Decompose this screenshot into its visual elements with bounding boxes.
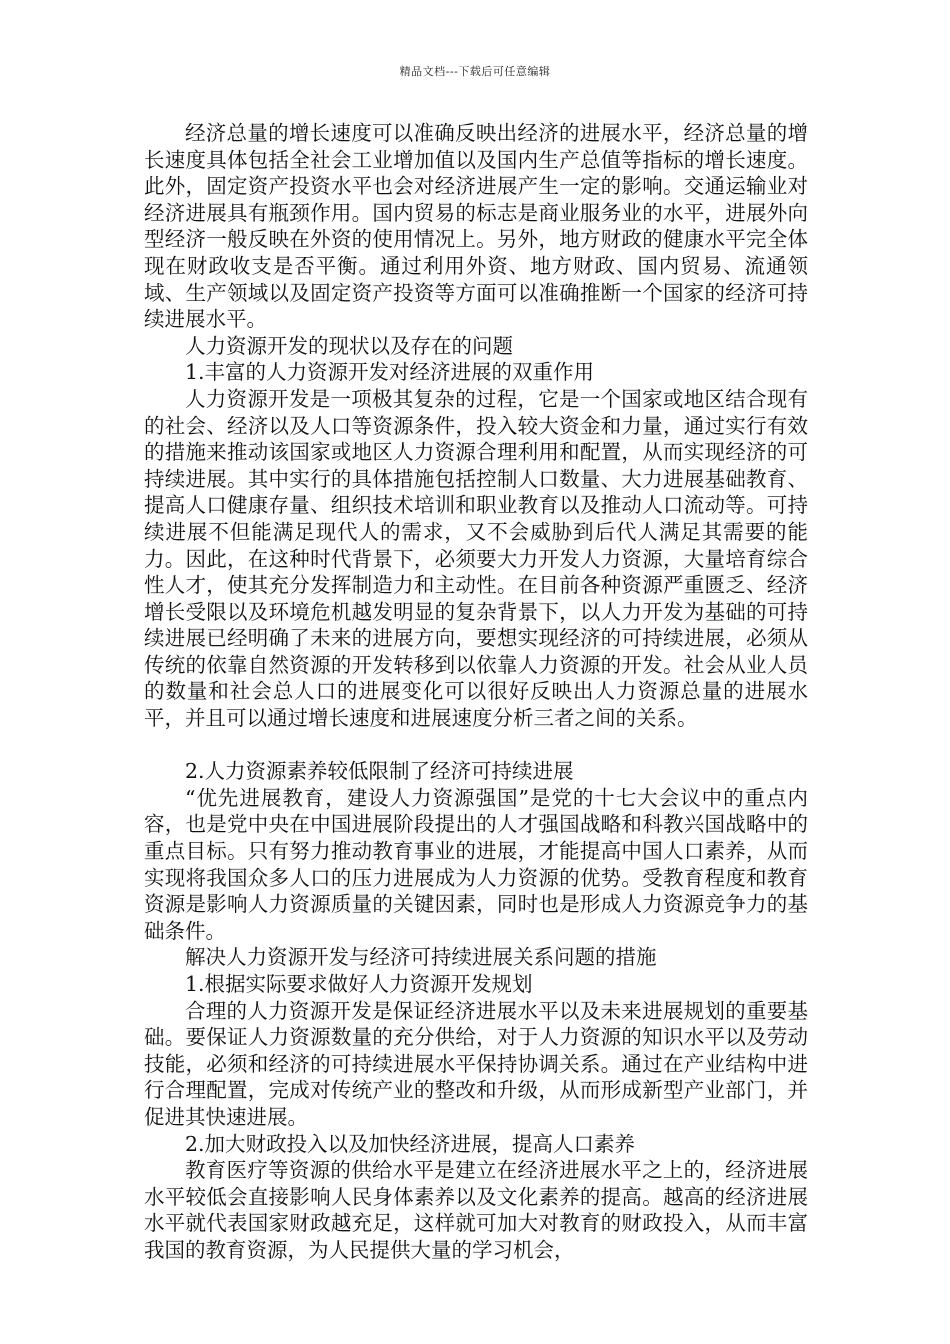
page-header: 精品文档---下载后可任意编辑 <box>399 65 551 78</box>
paragraph-economic-growth: 经济总量的增长速度可以准确反映出经济的进展水平，经济总量的增长速度具体包括全社会工业增加值以及国内生产总值等指标的增长速度。此外，固定资产投资水平也会对经济进展产生一定的影响。交通运输业对经济进展具有瓶颈作用。国内贸易的标志是商业服务业的水平，进展外向型经济一般反映在外资的使用情况上。另外，地方财政的健康水平完全体现在财政收支是否平衡。通过利用外资、地方财政、国内贸易、流通领域、生产领域以及固定资产投资等方面可以准确推断一个国家的经济可持续进展水平。 <box>144 121 808 332</box>
subheading-planning: 1.根据实际要求做好人力资源开发规划 <box>185 972 533 996</box>
document-body <box>144 120 808 1264</box>
paragraph-finance: 教育医疗等资源的供给水平是建立在经济进展水平之上的，经济进展水平较低会直接影响人民身体素养以及文化素养的提高。越高的经济进展水平就代表国家财政越充足，这样就可加大对教育的财政投入，从而丰富我国的教育资源，为人民提供大量的学习机会， <box>144 1158 808 1262</box>
paragraph-education-priority: “优先进展教育，建设人力资源强国”是党的十七大会议中的重点内容，也是党中央在中国进展阶段提出的人才强国战略和科教兴国战略中的重点目标。只有努力推动教育事业的进展，才能提高中国人口素养，从而实现将我国众多人口的压力进展成为人力资源的优势。受教育程度和教育资源是影响人力资源质量的关键因素，同时也是形成人力资源竞争力的基础条件。 <box>144 785 808 943</box>
section-heading-status: 人力资源开发的现状以及存在的问题 <box>185 333 513 358</box>
subheading-dual-role: 1.丰富的人力资源开发对经济进展的双重作用 <box>185 360 595 385</box>
subheading-low-quality: 2.人力资源素养较低限制了经济可持续进展 <box>185 759 574 784</box>
section-heading-measures: 解决人力资源开发与经济可持续进展关系问题的措施 <box>185 945 657 970</box>
paragraph-hr-development: 人力资源开发是一项极其复杂的过程，它是一个国家或地区结合现有的社会、经济以及人口等资源条件，投入较大资金和力量，通过实行有效的措施来推动该国家或地区人力资源合理利用和配置，从而实现经济的可持续进展。其中实行的具体措施包括控制人口数量、大力进展基础教育、提高人口健康存量、组织技术培训和职业教育以及推动人口流动等。可持续进展不但能满足现代人的需求，又不会威胁到后代人满足其需要的能力。因此，在这种时代背景下，必须要大力开发人力资源，大量培育综合性人才，使其充分发挥制造力和主动性。在目前各种资源严重匮乏、经济增长受限以及环境危机越发明显的复杂背景下，以人力开发为基础的可持续进展已经明确了未来的进展方向，要想实现经济的可持续进展，必须从传统的依靠自然资源的开发转移到以依靠人力资源的开发。社会从业人员的数量和社会总人口的进展变化可以很好反映出人力资源总量的进展水平，并且可以通过增长速度和进展速度分析三者之间的关系。 <box>144 386 808 731</box>
subheading-finance: 2.加大财政投入以及加快经济进展，提高人口素养 <box>185 1131 636 1156</box>
paragraph-planning: 合理的人力资源开发是保证经济进展水平以及未来进展规划的重要基础。要保证人力资源数量的充分供给，对于人力资源的知识水平以及劳动技能，必须和经济的可持续进展水平保持协调关系。通过在产业结构中进行合理配置，完成对传统产业的整改和升级，从而形成新型产业部门，并促进其快速进展。 <box>144 998 808 1129</box>
